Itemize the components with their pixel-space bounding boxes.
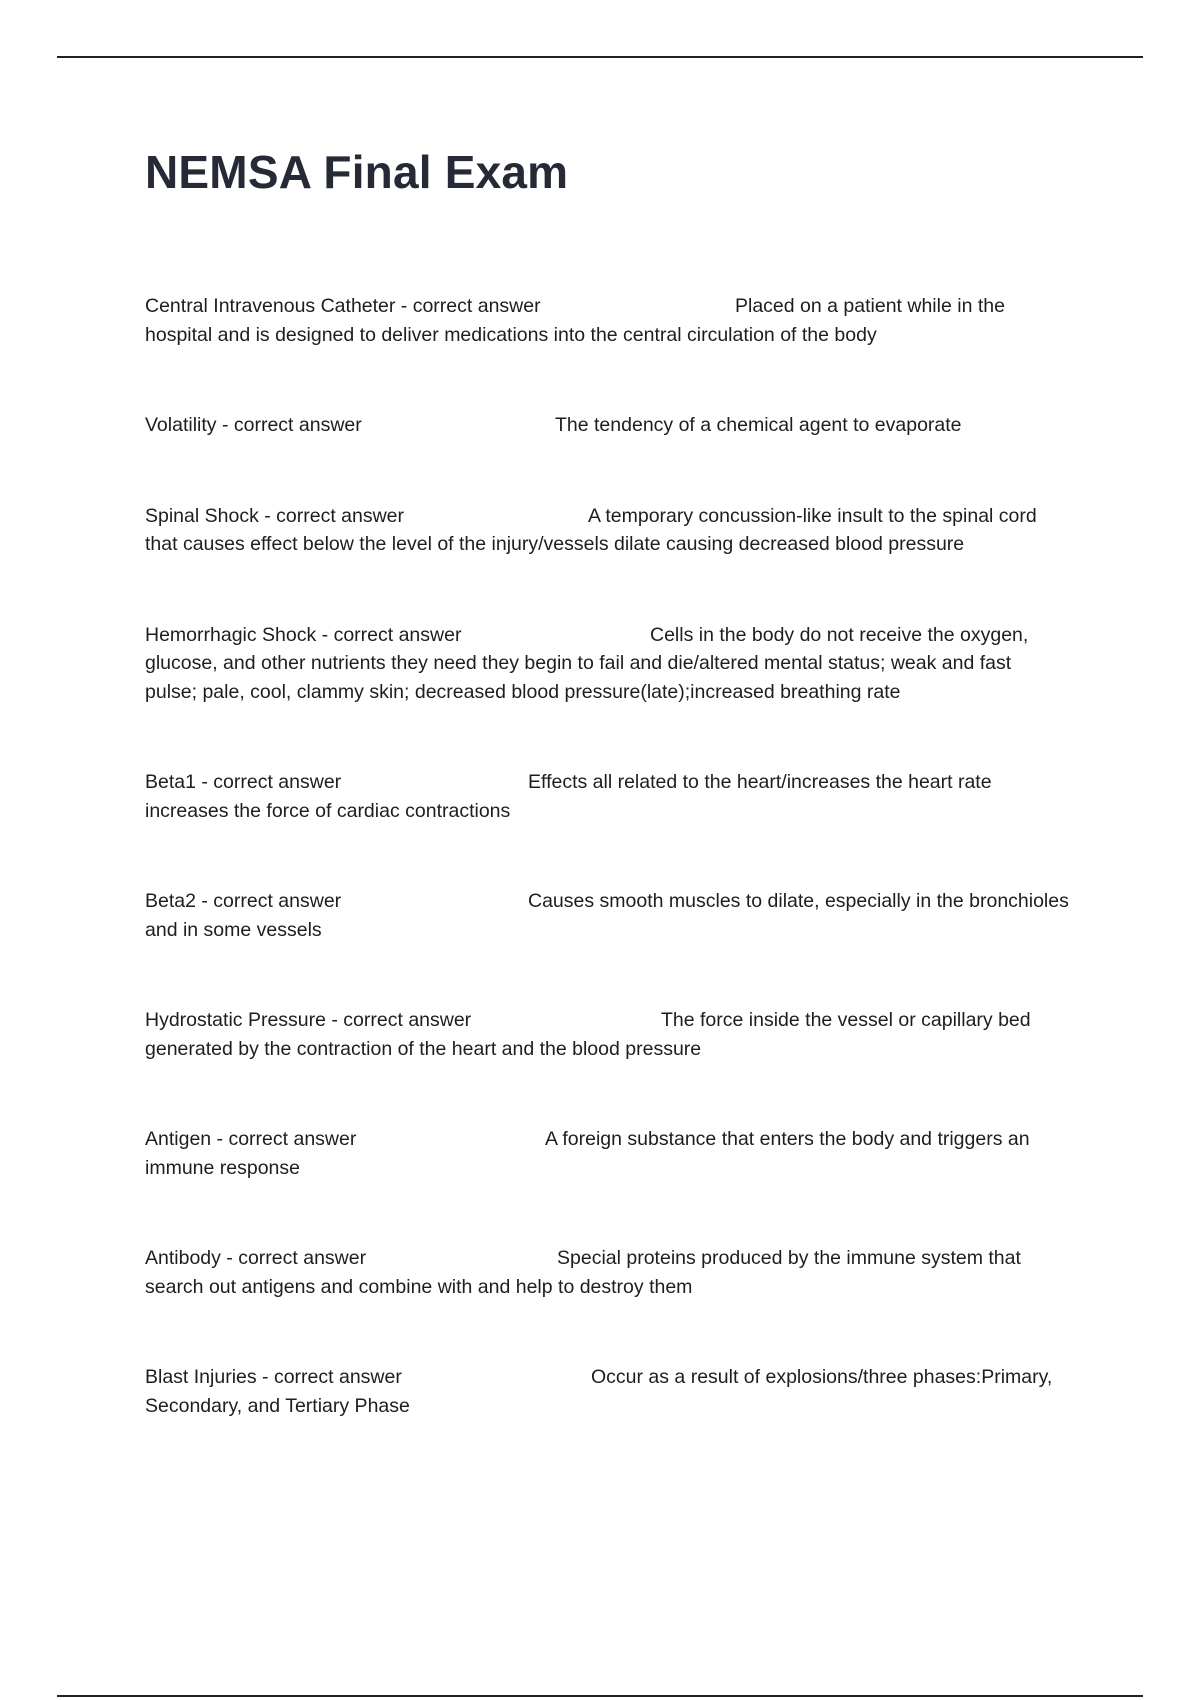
entry-definition: Special proteins produced by the immune system that — [557, 1247, 1021, 1269]
entry-definition: The tendency of a chemical agent to evaporate — [555, 414, 962, 436]
list-item — [145, 1244, 1090, 1301]
entry-definition-continued: pulse; pale, cool, clammy skin; decreased blood pressure(late);increased breathing rate — [145, 680, 901, 703]
entry-definition: The force inside the vessel or capillary bed — [661, 1009, 1031, 1031]
entry-definition-continued: search out antigens and combine with and help to destroy them — [145, 1275, 693, 1298]
entry-term: Beta1 - correct answer — [145, 771, 342, 793]
entry-definition: Placed on a patient while in the — [735, 295, 1005, 317]
entry-definition: A temporary concussion-like insult to the spinal cord — [588, 504, 1037, 527]
list-item — [145, 1363, 1090, 1420]
top-divider — [57, 56, 1143, 58]
entry-definition: Effects all related to the heart/increases the heart rate — [528, 771, 992, 793]
entry-definition-continued: hospital and is designed to deliver medications into the central circulation of the body — [145, 323, 877, 346]
entry-definition: A foreign substance that enters the body and triggers an — [545, 1128, 1030, 1150]
list-item — [145, 502, 1090, 559]
list-item — [145, 768, 1090, 825]
list-item — [145, 887, 1090, 944]
entry-term: Beta2 - correct answer — [145, 890, 342, 912]
entry-term: Hydrostatic Pressure - correct answer — [145, 1009, 472, 1031]
entry-term: Antibody - correct answer — [145, 1247, 367, 1269]
entry-term: Spinal Shock - correct answer — [145, 504, 405, 527]
entry-definition: Cells in the body do not receive the oxygen, — [650, 623, 1029, 646]
bottom-divider — [57, 1695, 1143, 1697]
list-item — [145, 1006, 1090, 1063]
entry-definition-continued: and in some vessels — [145, 918, 322, 941]
entry-term: Volatility - correct answer — [145, 414, 362, 436]
entry-definition: Occur as a result of explosions/three phases:Primary, — [591, 1366, 1053, 1388]
entry-term: Hemorrhagic Shock - correct answer — [145, 623, 462, 646]
entry-term: Antigen - correct answer — [145, 1128, 357, 1150]
entry-definition-continued: Secondary, and Tertiary Phase — [145, 1394, 410, 1417]
entry-term: Blast Injuries - correct answer — [145, 1366, 402, 1388]
entry-definition-continued: glucose, and other nutrients they need they begin to fail and die/altered mental status; weak and fast — [145, 652, 1012, 674]
page-title: NEMSA Final Exam — [145, 146, 569, 198]
list-item — [145, 411, 1090, 440]
entry-definition: Causes smooth muscles to dilate, especially in the bronchioles — [528, 890, 1069, 912]
flashcard-list — [145, 292, 1090, 1420]
entry-definition-continued: generated by the contraction of the heart and the blood pressure — [145, 1037, 702, 1060]
entry-term: Central Intravenous Catheter - correct answer — [145, 295, 541, 317]
entry-definition-continued: increases the force of cardiac contractions — [145, 799, 511, 822]
list-item — [145, 621, 1090, 707]
entry-definition-continued: that causes effect below the level of the injury/vessels dilate causing decreased blood pressure — [145, 533, 965, 555]
list-item — [145, 292, 1090, 349]
entry-definition-continued: immune response — [145, 1156, 300, 1179]
list-item — [145, 1125, 1090, 1182]
